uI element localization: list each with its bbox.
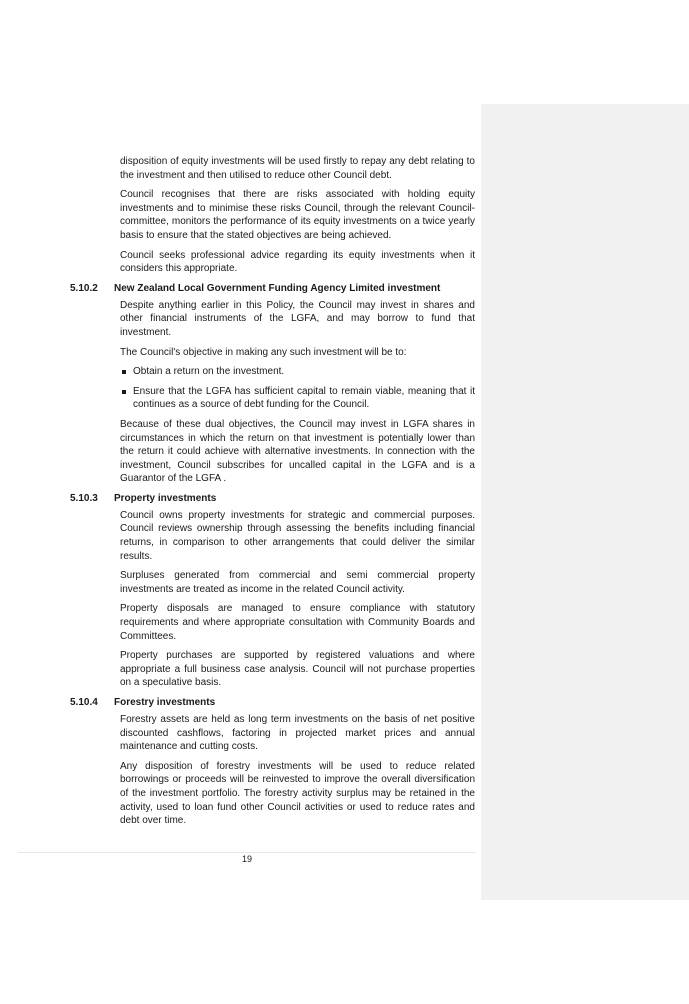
paragraph-equity-advice: Council seeks professional advice regarding its equity investments when it considers this appropriate.	[120, 249, 475, 275]
paragraph-equity-disposition: disposition of equity investments will be used firstly to repay any debt relating to the investment and then utilised to reduce other Council debt.	[120, 156, 475, 181]
page-number: 19	[241, 854, 252, 864]
paragraph-lgfa-3: Because of these dual objectives, the Council may invest in LGFA shares in circumstances in which the return on that investment is potentially lower than the return it could achieve with alternative investments. In connection with the investment, Council subscribes for uncalled capital in the LGFA and is a Guarantor of the LGFA .	[120, 418, 475, 485]
paragraph-property-4: Property purchases are supported by registered valuations and where appropriate a full business case analysis. Council will not purchase properties on a speculative basis.	[120, 650, 475, 689]
section-number: 5.10.3	[70, 492, 98, 504]
paragraph-forestry-2: Any disposition of forestry investments will be used to reduce related borrowings or proceeds will be reinvested to improve the overall diversification of the investment portfolio. The forestry activity surplus may be retained in the activity, used to loan fund other Council activities or used to reduce rates and debt over time.	[120, 760, 475, 827]
bullet-icon	[122, 370, 126, 374]
paragraph-lgfa-2: The Council's objective in making any such investment will be to:	[120, 346, 407, 358]
section-title: Forestry investments	[114, 697, 216, 708]
section-title: New Zealand Local Government Funding Agency Limited investment	[114, 282, 441, 294]
bullet-icon	[122, 390, 126, 394]
list-item: Ensure that the LGFA has sufficient capital to remain viable, meaning that it continues as a source of debt funding for the Council.	[120, 385, 475, 412]
section-heading-forestry	[70, 696, 475, 709]
section-number: 5.10.4	[70, 697, 98, 708]
section-heading-property	[70, 492, 475, 505]
paragraph-lgfa-1: Despite anything earlier in this Policy, the Council may invest in shares and other financial instruments of the LGFA, and may borrow to fund that investment.	[120, 299, 475, 338]
paragraph-property-1: Council owns property investments for strategic and commercial purposes. Council reviews ownership through assessing the benefits including financial returns, in comparison to other arrangements that could deliver the similar results.	[120, 509, 475, 562]
paragraph-property-2: Surpluses generated from commercial and semi commercial property investments are treated as income in the related Council activity.	[120, 570, 475, 595]
section-heading-lgfa	[70, 282, 475, 295]
paragraph-property-3: Property disposals are managed to ensure compliance with statutory requirements and where appropriate consultation with Community Boards and Committees.	[120, 603, 475, 642]
bullet-list	[120, 365, 475, 412]
footer-divider	[18, 852, 476, 853]
document-body	[70, 155, 475, 834]
paragraph-equity-risks: Council recognises that there are risks associated with holding equity investments and to minimise these risks Council, through the relevant Council-committee, monitors the performance of its equity investments on a twice yearly basis to ensure that the stated objectives are being achieved.	[120, 189, 475, 241]
comment-margin-pane	[481, 104, 689, 900]
section-number: 5.10.2	[70, 282, 98, 294]
paragraph-forestry-1: Forestry assets are held as long term investments on the basis of net positive discounted cashflows, factoring in projected market prices and annual maintenance and cutting costs.	[120, 714, 475, 753]
list-item: Obtain a return on the investment.	[120, 365, 475, 379]
section-title: Property investments	[114, 492, 217, 504]
